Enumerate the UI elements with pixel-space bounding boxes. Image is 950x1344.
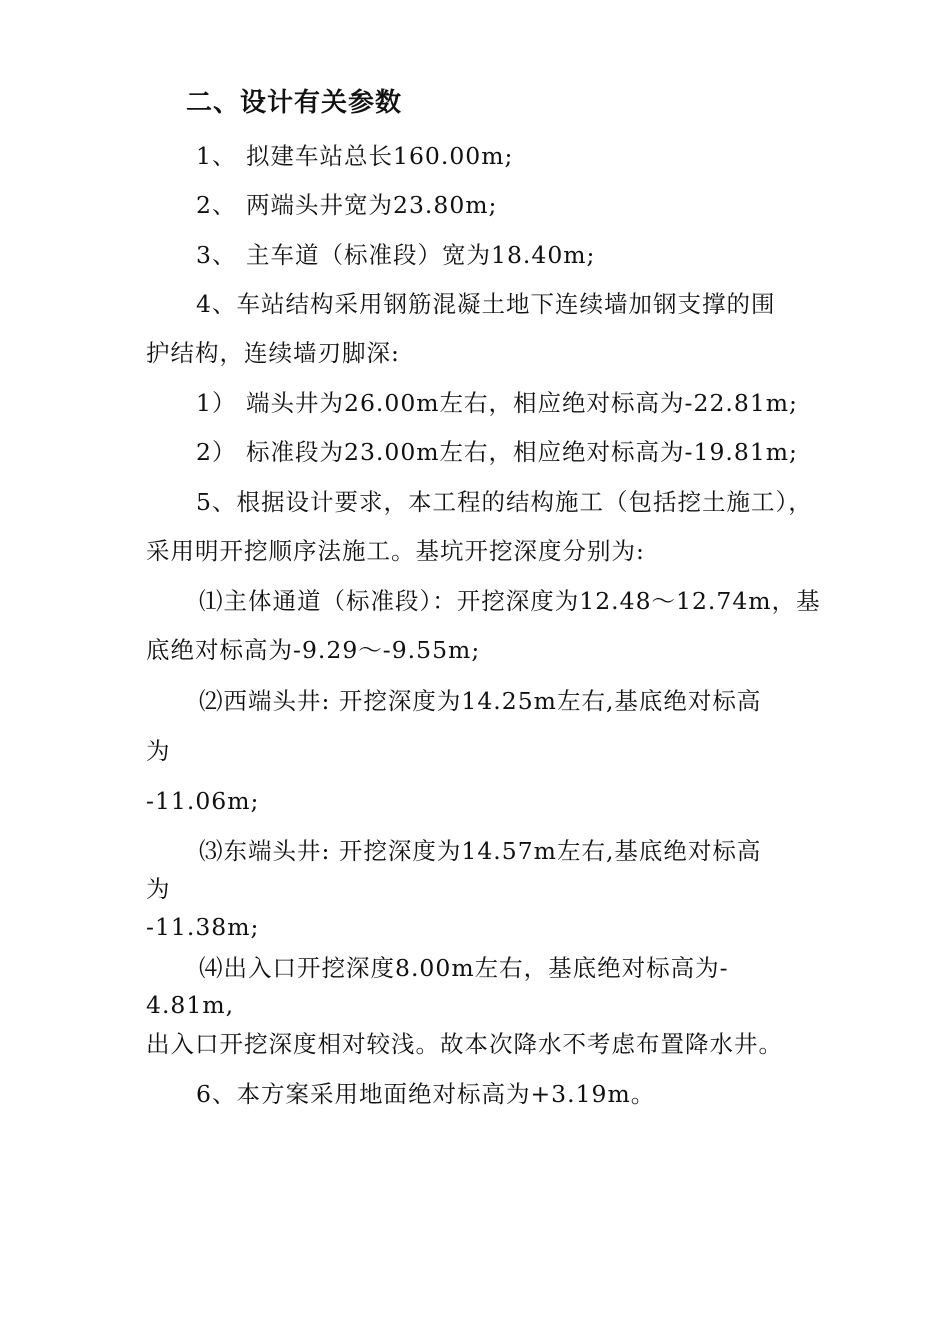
param-item-5-2-line-1: ⑵西端头井: 开挖深度为14.25m左右,基底绝对标高 [199, 687, 762, 715]
param-item-5-3-line-2: 为 [146, 875, 171, 903]
param-item-5-2-line-3: -11.06m; [146, 787, 260, 815]
section-title: 二、设计有关参数 [186, 88, 403, 118]
item-number: 1、 [196, 142, 237, 170]
param-item-5-1-line-1: ⑴主体通道（标准段）：开挖深度为12.48～12.74m，基 [199, 587, 821, 615]
param-item-4a [196, 388, 876, 418]
param-item-5-1-line-2: 底绝对标高为-9.29～-9.55m; [146, 636, 481, 664]
param-item-5-4-line-2: 4.81m, [146, 991, 235, 1019]
param-item-3 [196, 240, 876, 270]
param-item-4-line-2: 护结构，连续墙刃脚深: [146, 339, 400, 367]
param-item-5-4-line-1: ⑷出入口开挖深度8.00m左右，基底绝对标高为- [199, 954, 729, 982]
item-number: 2） [196, 438, 237, 466]
param-item-5-line-1: 5、根据设计要求，本工程的结构施工（包括挖土施工）， [196, 488, 813, 516]
item-number: 3、 [196, 241, 237, 269]
param-item-5-3-line-3: -11.38m; [146, 913, 260, 941]
param-item-6: 6、本方案采用地面绝对标高为+3.19m。 [196, 1080, 656, 1108]
item-text: 两端头井宽为23.80m; [246, 191, 498, 219]
param-item-4-line-1: 4、车站结构采用钢筋混凝土地下连续墙加钢支撑的围 [196, 290, 776, 318]
item-text: 标准段为23.00m左右，相应绝对标高为-19.81m; [246, 438, 798, 466]
param-item-2 [196, 190, 876, 220]
item-number: 2、 [196, 191, 237, 219]
param-item-5-4-line-3: 出入口开挖深度相对较浅。故本次降水不考虑布置降水井。 [146, 1030, 783, 1058]
item-number: 1） [196, 389, 237, 417]
param-item-5-3-line-1: ⑶东端头井: 开挖深度为14.57m左右,基底绝对标高 [199, 837, 762, 865]
param-item-5-line-2: 采用明开挖顺序法施工。基坑开挖深度分别为: [146, 537, 645, 565]
param-item-4b [196, 437, 876, 467]
item-text: 主车道（标准段）宽为18.40m; [246, 241, 596, 269]
item-text: 拟建车站总长160.00m; [246, 142, 514, 170]
param-item-1 [196, 141, 876, 171]
param-item-5-2-line-2: 为 [146, 737, 171, 765]
item-text: 端头井为26.00m左右，相应绝对标高为-22.81m; [246, 389, 798, 417]
